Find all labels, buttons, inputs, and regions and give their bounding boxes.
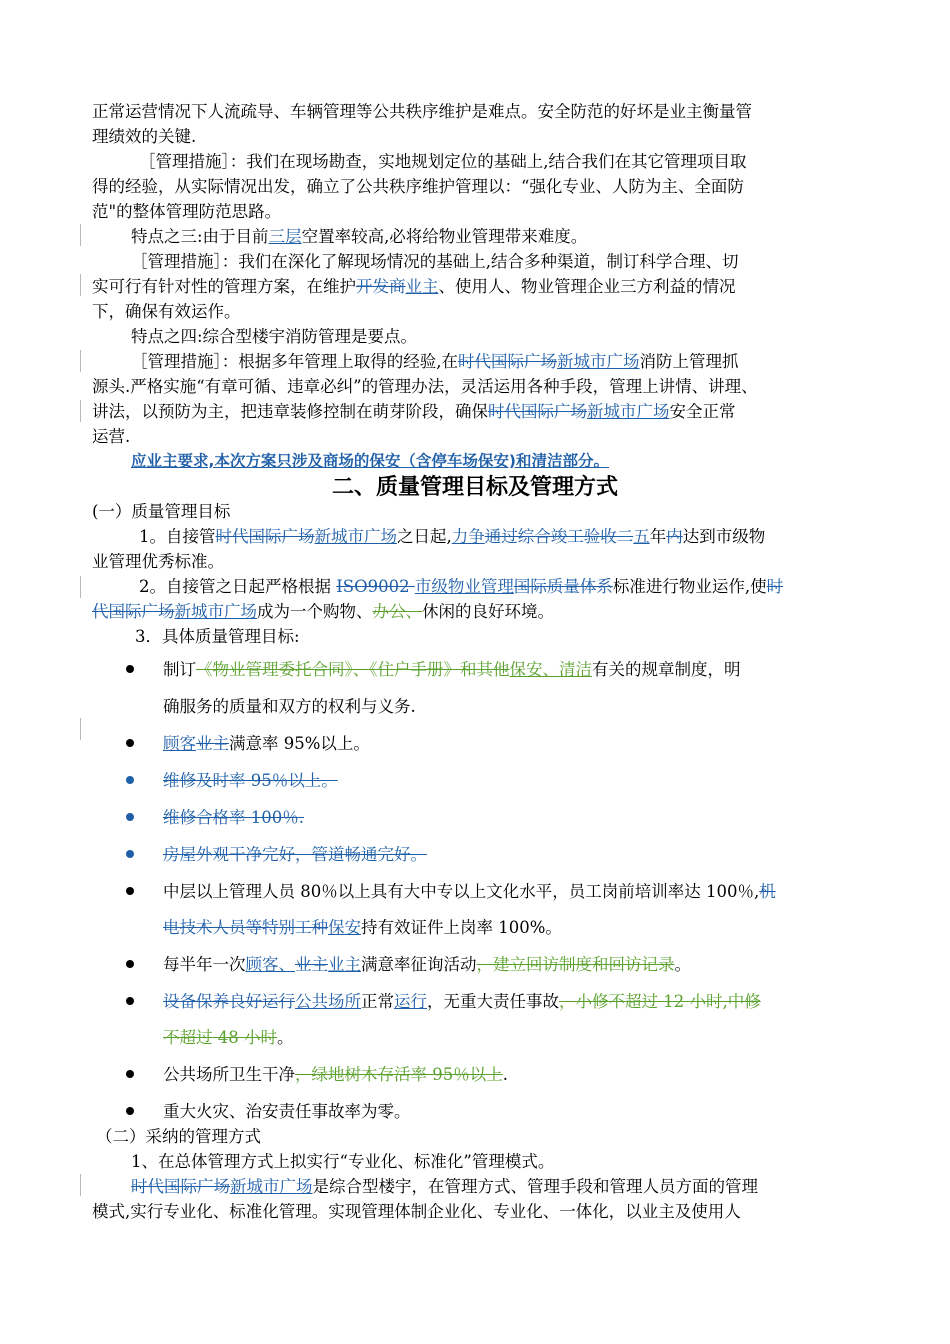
paragraph-line: 得的经验，从实际情况出发，确立了公共秩序维护管理以：“强化专业、人防为主、全面防 [92, 177, 744, 196]
paragraph-line: ［管理措施］：根据多年管理上取得的经验,在时代国际广场新城市广场消防上管理抓 [131, 352, 739, 371]
bullet-icon [126, 813, 134, 821]
paragraph-line: 下，确保有效运作。 [92, 302, 241, 321]
paragraph-line: ［管理措施］：我们在现场勘查，实地规划定位的基础上,结合我们在其它管理项目取 [139, 152, 747, 171]
bullet-item: 不超过 48 小时。 [163, 1028, 294, 1047]
bullet-icon [126, 887, 134, 895]
bullet-item: 电技术人员等特别工种保安持有效证件上岗率 100%。 [163, 918, 562, 937]
paragraph-line: 业管理优秀标准。 [92, 552, 224, 571]
bullet-icon [126, 1070, 134, 1078]
paragraph-line: 特点之三:由于目前三层空置率较高,必将给物业管理带来难度。 [131, 227, 588, 246]
paragraph-line: ［管理措施］：我们在深化了解现场情况的基础上,结合多种渠道，制订科学合理、切 [131, 252, 739, 271]
paragraph-line: 3．具体质量管理目标: [135, 627, 300, 646]
bullet-item: 维修合格率 100％. [163, 808, 304, 827]
change-bar [80, 718, 81, 740]
change-bar [80, 274, 81, 296]
bullet-icon [126, 665, 134, 673]
bullet-item: 设备保养良好运行公共场所正常运行，无重大责任事故，小修不超过 12 小时,中修 [163, 992, 761, 1011]
bullet-icon [126, 960, 134, 968]
section-heading: 二、质量管理目标及管理方式 [331, 475, 618, 500]
paragraph-line: 时代国际广场新城市广场是综合型楼宇，在管理方式、管理手段和管理人员方面的管理 [131, 1177, 758, 1196]
change-bar [80, 1174, 81, 1196]
bullet-item: 每半年一次顾客、业主业主满意率征询活动，建立回访制度和回访记录。 [163, 955, 691, 974]
bullet-icon [126, 776, 134, 784]
bullet-item: 房屋外观干净完好，管道畅通完好。 [163, 845, 427, 864]
bullet-item: 重大火灾、治安责任事故率为零。 [163, 1102, 411, 1121]
change-bar [80, 224, 81, 246]
bullet-icon [126, 739, 134, 747]
bullet-item: 公共场所卫生干净，绿地树木存活率 95％以上. [163, 1065, 508, 1084]
change-bar [80, 576, 81, 598]
change-bar [80, 400, 81, 422]
paragraph-line: 正常运营情况下人流疏导、车辆管理等公共秩序维护是难点。安全防范的好坏是业主衡量管 [92, 102, 752, 121]
paragraph-line: 代国际广场新城市广场成为一个购物、办公、休闲的良好环境。 [92, 602, 554, 621]
paragraph-line: 范"的整体管理防范思路。 [92, 202, 282, 221]
bullet-icon [126, 850, 134, 858]
bullet-icon [126, 1107, 134, 1115]
paragraph-line: 特点之四:综合型楼宇消防管理是要点。 [131, 327, 418, 346]
paragraph-line: 实可行有针对性的管理方案，在维护开发商业主、使用人、物业管理企业三方利益的情况 [92, 277, 736, 296]
paragraph-line: 模式,实行专业化、标准化管理。实现管理体制企业化、专业化、一体化，以业主及使用人 [92, 1202, 741, 1221]
paragraph-line: 运营. [92, 427, 131, 446]
bullet-item: 确服务的质量和双方的权利与义务. [163, 697, 416, 716]
scope-note: 应业主要求,本次方案只涉及商场的保安（含停车场保安)和清洁部分。 [131, 452, 609, 470]
paragraph-line: 讲法，以预防为主，把违章装修控制在萌芽阶段，确保时代国际广场新城市广场安全正常 [92, 402, 736, 421]
bullet-item: 制订《物业管理委托合同》、《住户手册》和其他保安、清洁有关的规章制度，明 [163, 660, 741, 679]
bullet-item: 中层以上管理人员 80％以上具有大中专以上文化水平，员工岗前培训率达 100％,机 [163, 882, 776, 901]
bullet-item: 维修及时率 95％以上。 [163, 771, 338, 790]
paragraph-line: 源头.严格实施“有章可循、违章必纠”的管理办法，灵活运用各种手段，管理上讲情、讲理、 [92, 377, 758, 396]
bullet-item: 顾客业主满意率 95%以上。 [163, 734, 370, 753]
paragraph-line: 理绩效的关键. [92, 127, 197, 146]
paragraph-line: 2。自接管之日起严格根据 ISO9002 市级物业管理国际质量体系标准进行物业运作,使时 [139, 577, 784, 596]
change-bar [80, 350, 81, 372]
subsection-title: (一）质量管理目标 [92, 502, 231, 521]
bullet-icon [126, 997, 134, 1005]
paragraph-line: 1。自接管时代国际广场新城市广场之日起,力争通过综合竣工验收二五年内达到市级物 [139, 527, 766, 546]
paragraph-line: 1、在总体管理方式上拟实行“专业化、标准化”管理模式。 [131, 1152, 555, 1171]
subsection-title: （二）采纳的管理方式 [96, 1127, 261, 1146]
